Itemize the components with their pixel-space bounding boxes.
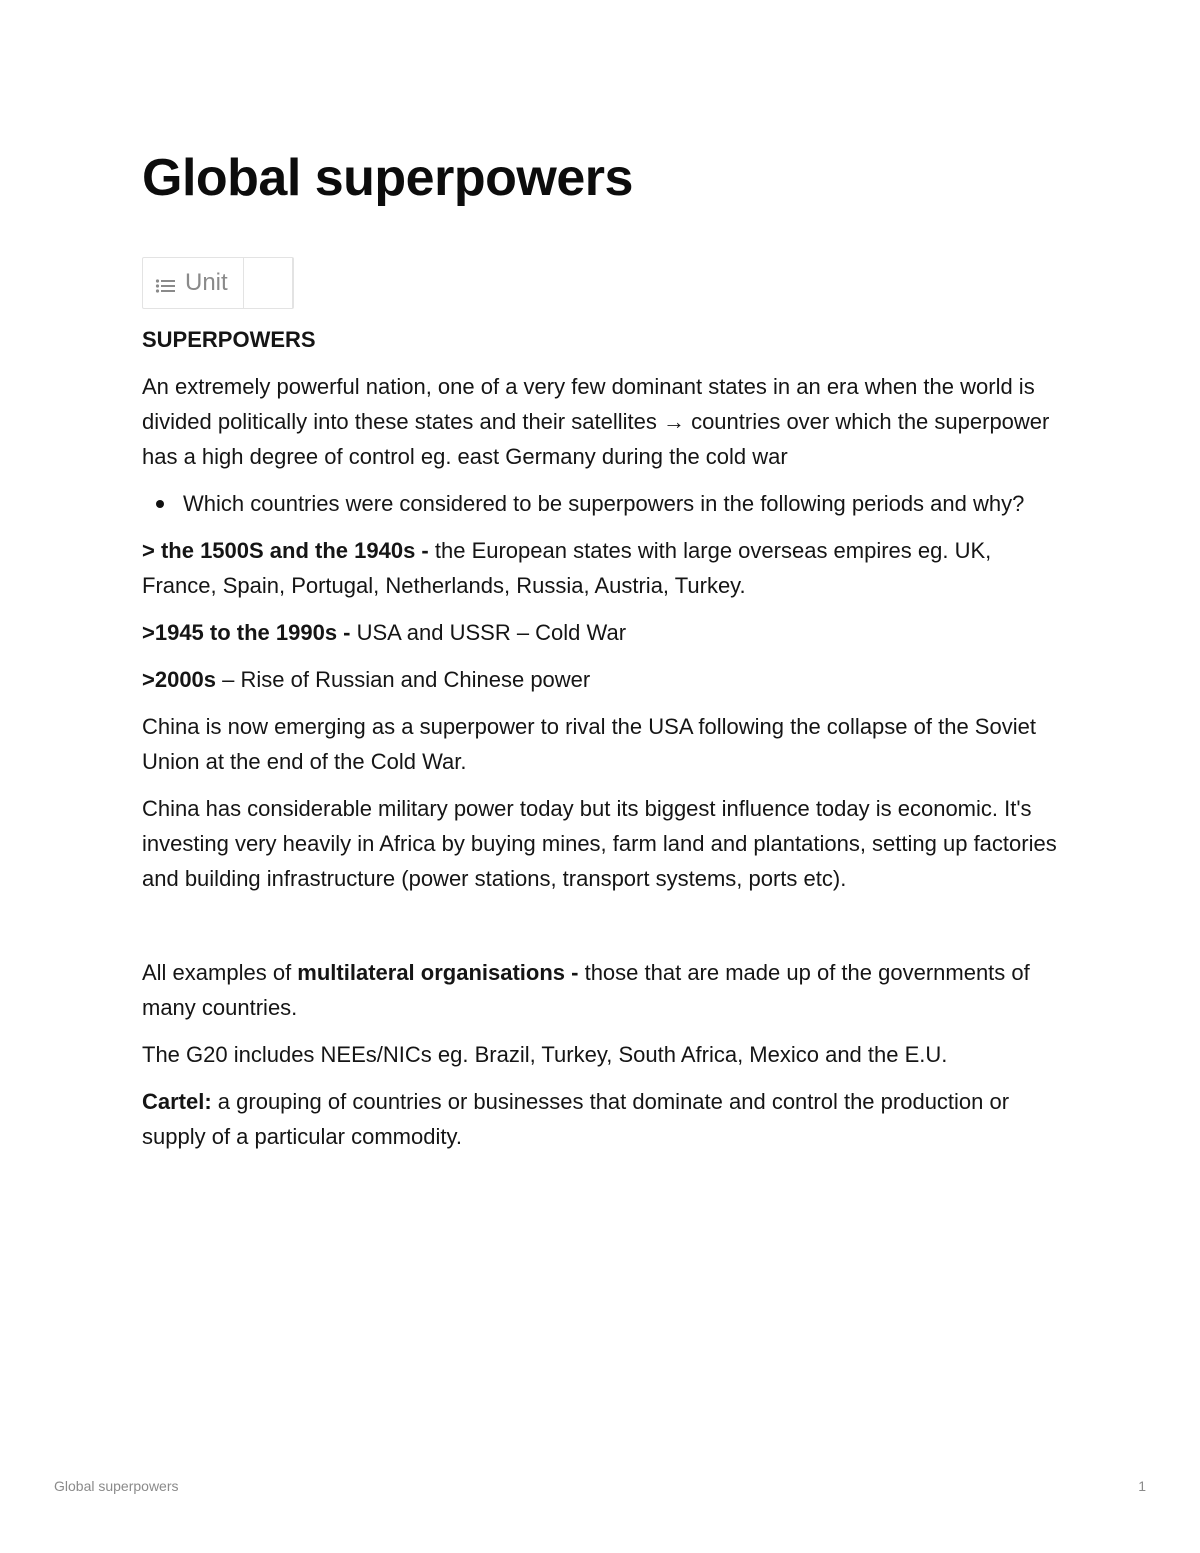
g20-paragraph: The G20 includes NEEs/NICs eg. Brazil, Turkey, South Africa, Mexico and the E.U. — [142, 1042, 948, 1067]
cartel-paragraph — [142, 1084, 1062, 1154]
period-1500s-label: > the 1500S and the 1940s - — [142, 538, 435, 563]
multilateral-definition: those that are made up of the governments of many countries. — [142, 960, 1030, 1020]
property-label: Unit — [185, 269, 228, 296]
document-body — [142, 322, 1062, 1166]
section-heading: SUPERPOWERS — [142, 327, 316, 352]
period-2000s-text: – Rise of Russian and Chinese power — [216, 667, 591, 692]
period-1945 — [142, 615, 1062, 650]
china-rise-paragraph: China is now emerging as a superpower to rival the USA following the collapse of the Soviet Union at the end of the Cold War. — [142, 714, 1036, 774]
bullet-list — [142, 486, 1062, 521]
cartel-definition: a grouping of countries or businesses that dominate and control the production or supply of a particular commodity. — [142, 1089, 1010, 1149]
period-2000s — [142, 662, 1062, 697]
property-value[interactable] — [244, 258, 293, 308]
list-item: Which countries were considered to be superpowers in the following periods and why? — [142, 486, 1062, 521]
footer-doc-name: Global superpowers — [54, 1478, 179, 1494]
period-1945-label: >1945 to the 1990s - — [142, 620, 357, 645]
multilateral-paragraph — [142, 955, 1062, 1025]
multilateral-intro: All examples of — [142, 960, 298, 985]
property-table — [142, 257, 294, 309]
multilateral-term: multilateral organisations - — [297, 960, 585, 985]
property-unit[interactable] — [143, 258, 244, 308]
list-icon — [155, 274, 177, 292]
period-2000s-label: >2000s — [142, 667, 217, 692]
page-title: Global superpowers — [142, 149, 633, 207]
footer-page-number: 1 — [1138, 1478, 1146, 1494]
china-influence-paragraph: China has considerable military power today but its biggest influence today is economic. It's investing very heavily in Africa by buying mines, farm land and plantations, setting up factories and building infrastructure (power stations, transport systems, ports etc). — [142, 796, 1057, 891]
definition-paragraph: An extremely powerful nation, one of a very few dominant states in an era when the world is divided politically into these states and their satellites → countries over which the superpower has a high degree of control eg. east Germany during the cold war — [142, 374, 1050, 469]
period-1945-text: USA and USSR – Cold War — [356, 620, 627, 645]
period-1500s-text: the European states with large overseas empires eg. UK, France, Spain, Portugal, Netherlands, Russia, Austria, Turkey. — [142, 538, 992, 598]
cartel-term: Cartel: — [142, 1089, 212, 1114]
page-footer — [54, 1478, 1146, 1494]
period-1500s — [142, 533, 1062, 603]
empty-block — [142, 908, 1062, 955]
